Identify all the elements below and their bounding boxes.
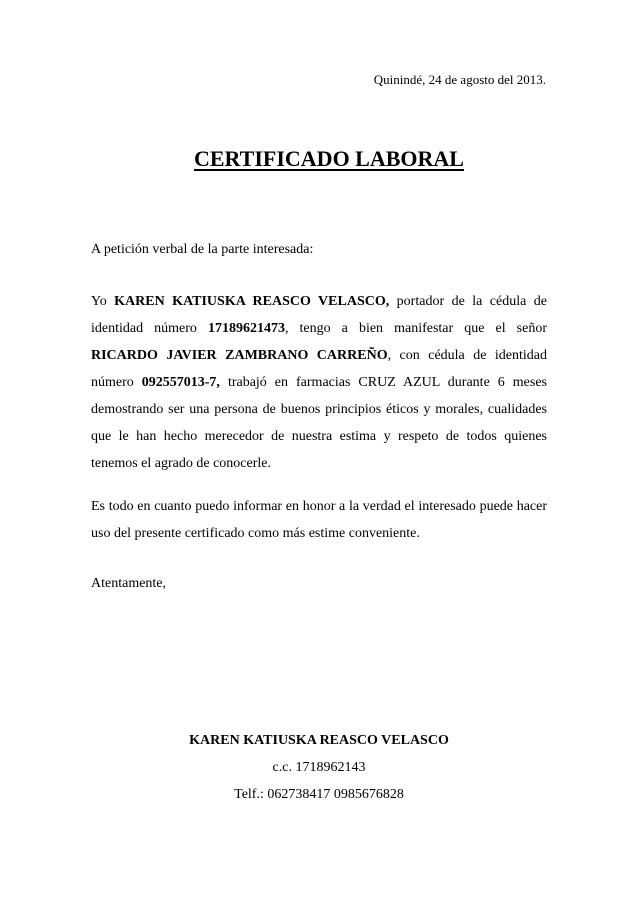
signer-id-number: 17189621473 bbox=[207, 321, 285, 336]
employee-name: RICARDO JAVIER ZAMBRANO CARREÑO bbox=[91, 348, 388, 363]
main-text-5: trabajó en farmacias CRUZ AZUL durante 6 meses demostrando ser una persona de buenos principios éticos y morales, cualidades que le han hecho merecedor de nuestra estima y respeto de todos quienes tenemos el agrado de conocerle. bbox=[91, 375, 547, 471]
main-paragraph bbox=[91, 288, 547, 477]
document-title: CERTIFICADO LABORAL bbox=[194, 146, 464, 171]
signer-name: KAREN KATIUSKA REASCO VELASCO, bbox=[114, 294, 390, 309]
intro-paragraph: A petición verbal de la parte interesada: bbox=[91, 242, 314, 257]
main-text-2: portador de la cédula de identidad número bbox=[91, 294, 547, 336]
document-date: Quinindé, 24 de agosto del 2013. bbox=[373, 72, 546, 87]
main-text-4: , con cédula de identidad número bbox=[91, 348, 547, 390]
employee-id-number: 092557013-7, bbox=[141, 375, 220, 390]
signature-id: c.c. 1718962143 bbox=[272, 760, 366, 775]
main-text-3: , tengo a bien manifestar que el señor bbox=[284, 321, 547, 336]
main-text-1: Yo bbox=[91, 294, 115, 309]
statement-paragraph: Es todo en cuanto puedo informar en honor a la verdad el interesado puede hacer uso del presente certificado como más estime conveniente. bbox=[91, 499, 547, 541]
closing-salutation: Atentamente, bbox=[91, 576, 167, 591]
signature-phone: Telf.: 062738417 0985676828 bbox=[234, 787, 404, 802]
signature-name: KAREN KATIUSKA REASCO VELASCO bbox=[189, 733, 449, 748]
